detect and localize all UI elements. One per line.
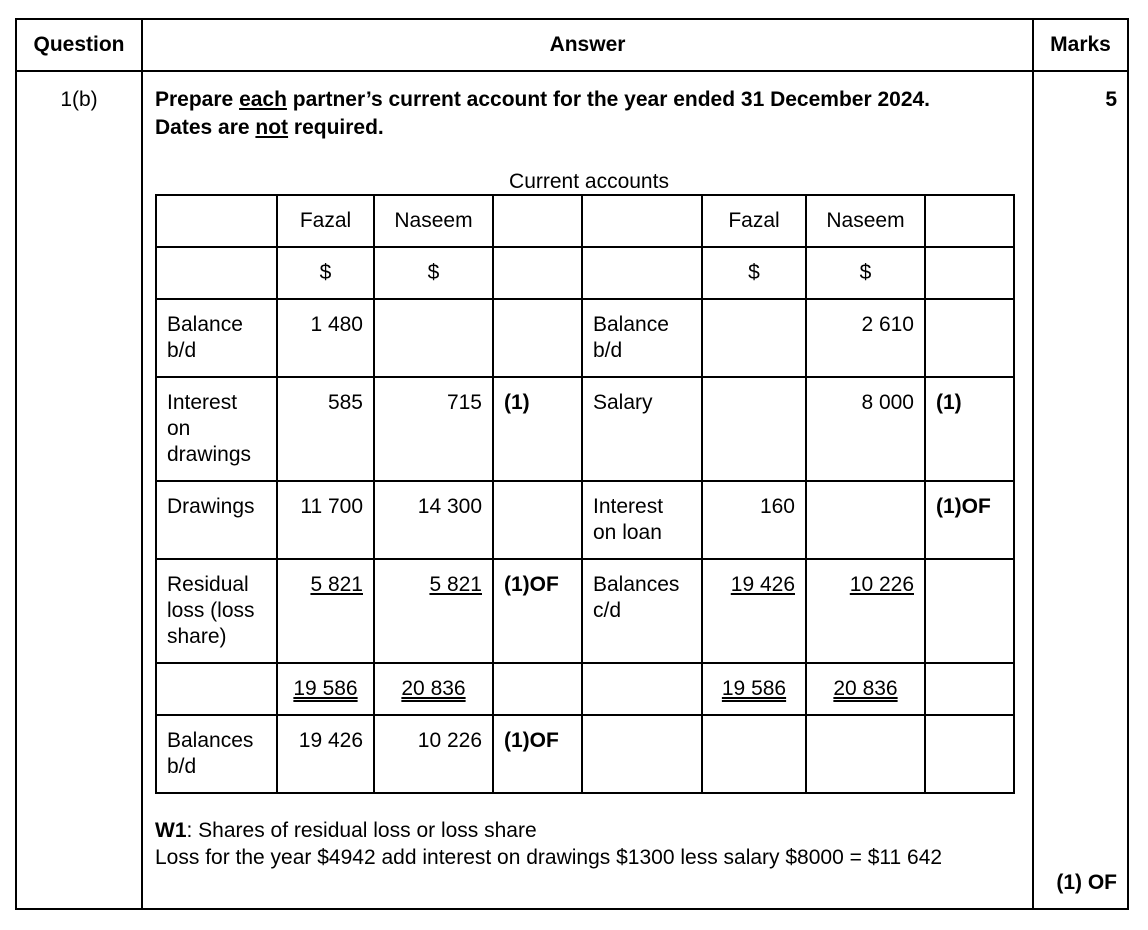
mark-scheme-table [15, 18, 1129, 910]
table-cell: 10 226 [849, 573, 914, 596]
table-row [156, 195, 1014, 247]
table-cell: 5 821 [429, 573, 482, 596]
table-cell: $ [427, 261, 440, 284]
header-answer: Answer [549, 33, 626, 56]
working-mark: (1) OF [1056, 871, 1117, 894]
table-cell: $ [748, 261, 760, 284]
table-cell: 2 610 [861, 313, 914, 336]
table-cell: 19 586 [293, 677, 358, 700]
table-cell: (1)OF [504, 573, 559, 596]
table-cell: (1)OF [504, 729, 559, 752]
table-title: Current accounts [509, 170, 669, 193]
table-cell: Drawings [167, 495, 255, 518]
column-divider [1032, 20, 1034, 908]
table-cell: Fazal [728, 209, 780, 232]
table-cell: 160 [759, 495, 795, 518]
table-cell [926, 560, 1013, 572]
table-cell [807, 716, 924, 728]
table-cell: 19 586 [721, 677, 787, 700]
table-cell: 715 [446, 391, 482, 414]
working-note: W1: Shares of residual loss or loss share Loss for the year $4942 add interest on drawings $1300 less salary $8000 = $11 642 [155, 819, 943, 869]
header-marks: Marks [1050, 33, 1111, 56]
table-row [156, 481, 1014, 559]
table-cell: Fazal [299, 209, 352, 232]
table-cell [703, 716, 805, 728]
table-cell [583, 716, 701, 728]
table-cell: Residual loss (loss share) [167, 573, 255, 648]
table-cell [157, 196, 276, 208]
table-cell: 5 821 [310, 573, 363, 596]
table-cell: 20 836 [401, 677, 466, 700]
current-accounts-table [155, 194, 1015, 794]
table-cell: Naseem [826, 209, 905, 232]
table-cell: 14 300 [417, 495, 482, 518]
table-row [156, 377, 1014, 481]
table-row [156, 663, 1014, 715]
table-cell: (1)OF [936, 495, 991, 518]
table-cell [926, 716, 1013, 728]
table-cell [583, 196, 701, 208]
table-cell [926, 664, 1013, 676]
table-cell: Salary [593, 391, 653, 414]
table-cell [926, 196, 1013, 208]
table-cell: 19 426 [298, 729, 363, 752]
table-cell: 11 700 [300, 495, 363, 518]
table-cell: 585 [327, 391, 363, 414]
table-cell [494, 482, 581, 494]
table-cell [926, 248, 1013, 260]
table-cell: 20 836 [833, 677, 898, 700]
marks-value: 5 [1105, 88, 1117, 111]
table-row [156, 715, 1014, 793]
table-cell: 10 226 [417, 729, 482, 752]
table-cell: 8 000 [861, 391, 914, 414]
table-cell: $ [859, 261, 872, 284]
table-cell: Interest on loan [593, 495, 664, 544]
table-cell: Balance b/d [167, 313, 243, 362]
table-cell [807, 482, 924, 494]
table-cell: Balances c/d [593, 573, 680, 622]
table-cell [375, 300, 492, 312]
table-row [156, 299, 1014, 377]
table-cell [583, 664, 701, 676]
table-cell [703, 378, 805, 390]
table-cell [583, 248, 701, 260]
table-cell [157, 664, 276, 676]
table-cell [157, 248, 276, 260]
question-number: 1(b) [60, 88, 98, 111]
table-cell [926, 300, 1013, 312]
header-question: Question [33, 33, 125, 56]
table-cell: 19 426 [730, 573, 795, 596]
table-row [156, 247, 1014, 299]
table-cell: Naseem [394, 209, 473, 232]
table-cell: Balance b/d [593, 313, 669, 362]
header-divider [17, 70, 1127, 72]
table-cell: Balances b/d [167, 729, 254, 778]
table-cell: 1 480 [310, 313, 363, 336]
table-cell: $ [319, 261, 332, 284]
table-cell [494, 300, 581, 312]
question-prompt: Prepare each partner’s current account for the year ended 31 December 2024. Dates are not required. [155, 88, 931, 139]
table-row [156, 559, 1014, 663]
table-cell: (1) [936, 391, 962, 414]
table-cell [494, 664, 581, 676]
column-divider [141, 20, 143, 908]
table-cell [494, 196, 581, 208]
table-cell: (1) [504, 391, 530, 414]
table-cell [494, 248, 581, 260]
table-cell: Interest on drawings [167, 391, 252, 466]
table-cell [703, 300, 805, 312]
